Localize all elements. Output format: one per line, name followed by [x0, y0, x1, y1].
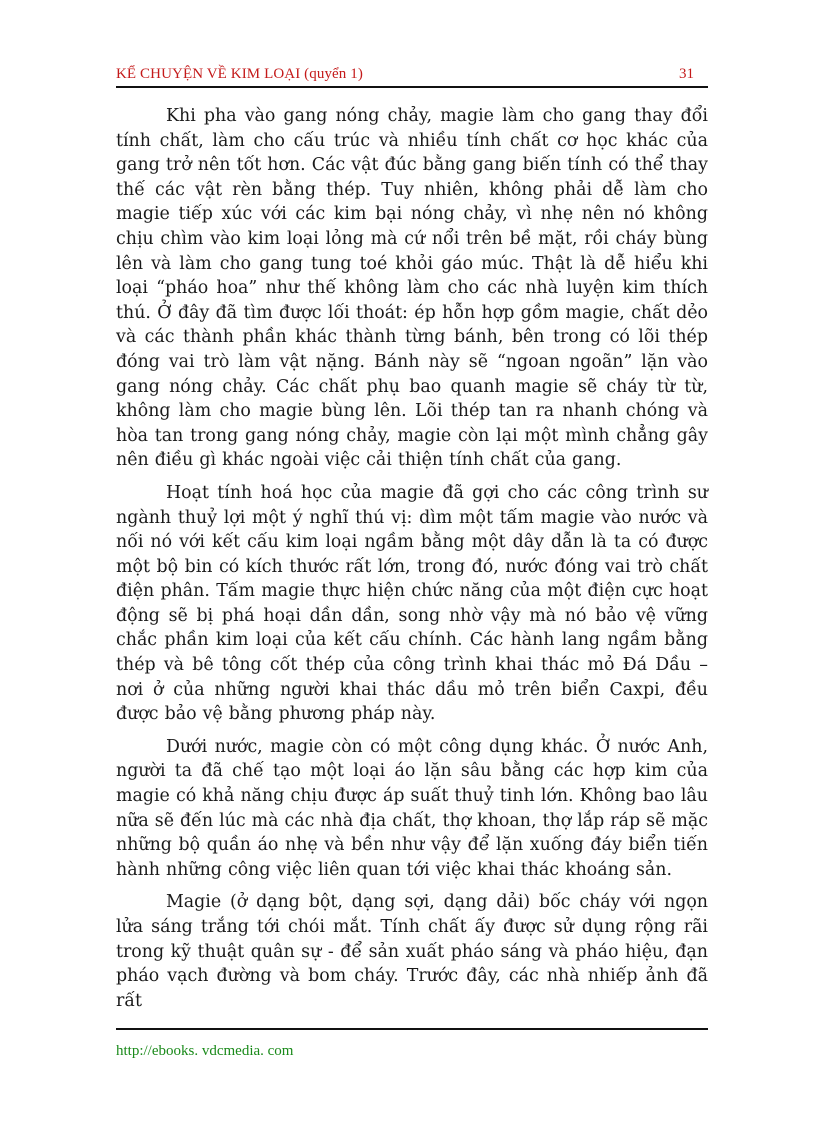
page-header: [116, 58, 708, 88]
book-page: [116, 58, 708, 1068]
footer-divider: [116, 1028, 708, 1030]
page-number: 31: [679, 66, 694, 82]
paragraph: Dưới nước, magie còn có một công dụng khác. Ở nước Anh, người ta đã chế tạo một loại áo lặn sâu bằng các hợp kim của magie có khả năng chịu được áp suất thuỷ tinh lớn. Không bao lâu nữa sẽ đến lúc mà các nhà địa chất, thợ khoan, thợ lắp ráp sẽ mặc những bộ quần áo nhẹ và bền như vậy để lặn xuống đáy biển tiến hành những công việc liên quan tới việc khai thác khoáng sản.: [116, 736, 708, 880]
running-title: KỂ CHUYỆN VỀ KIM LOẠI (quyển 1): [116, 66, 363, 82]
footer-link[interactable]: http://ebooks. vdcmedia. com: [116, 1043, 294, 1059]
paragraph: Magie (ở dạng bột, dạng sợi, dạng dải) bốc cháy với ngọn lửa sáng trắng tới chói mắt. Tính chất ấy được sử dụng rộng rãi trong kỹ thuật quân sự - để sản xuất pháo sáng và pháo hiệu, đạn pháo vạch đường và bom cháy. Trước đây, các nhà nhiếp ảnh đã rất: [116, 892, 708, 1011]
paragraph: Khi pha vào gang nóng chảy, magie làm cho gang thay đổi tính chất, làm cho cấu trúc và nhiều tính chất cơ học khác của gang trở nên tốt hơn. Các vật đúc bằng gang biến tính có thể thay thế các vật rèn bằng thép. Tuy nhiên, không phải dễ làm cho magie tiếp xúc với các kim bại nóng chảy, vì nhẹ nên nó không chịu chìm vào kim loại lỏng mà cứ nổi trên bề mặt, rồi cháy bùng lên và làm cho gang tung toé khỏi gáo múc. Thật là dễ hiểu khi loại “pháo hoa” như thế không làm cho các nhà luyện kim thích thú. Ở đây đã tìm được lối thoát: ép hỗn hợp gồm magie, chất dẻo và các thành phần khác thành từng bánh, bên trong có lõi thép đóng vai trò làm vật nặng. Bánh này sẽ “ngoan ngoãn” lặn vào gang nóng chảy. Các chất phụ bao quanh magie sẽ cháy từ từ, không làm cho magie bùng lên. Lõi thép tan ra nhanh chóng và hòa tan trong gang nóng chảy, magie còn lại một mình chẳng gây nên điều gì khác ngoài việc cải thiện tính chất của gang.: [116, 106, 708, 471]
body-text: [116, 104, 708, 1013]
paragraph: Hoạt tính hoá học của magie đã gợi cho các công trình sư ngành thuỷ lợi một ý nghĩ thú vị: dìm một tấm magie vào nước và nối nó với kết cấu kim loại ngầm bằng một dây dẫn là ta có được một bộ bin có kích thước rất lớn, trong đó, nước đóng vai trò chất điện phân. Tấm magie thực hiện chức năng của một điện cực hoạt động sẽ bị phá hoại dần dần, song nhờ vậy mà nó bảo vệ vững chắc phần kim loại của kết cấu chính. Các hành lang ngầm bằng thép và bê tông cốt thép của công trình khai thác mỏ Đá Dầu – nơi ở của những người khai thác dầu mỏ trên biển Caxpi, đều được bảo vệ bằng phương pháp này.: [116, 482, 708, 725]
